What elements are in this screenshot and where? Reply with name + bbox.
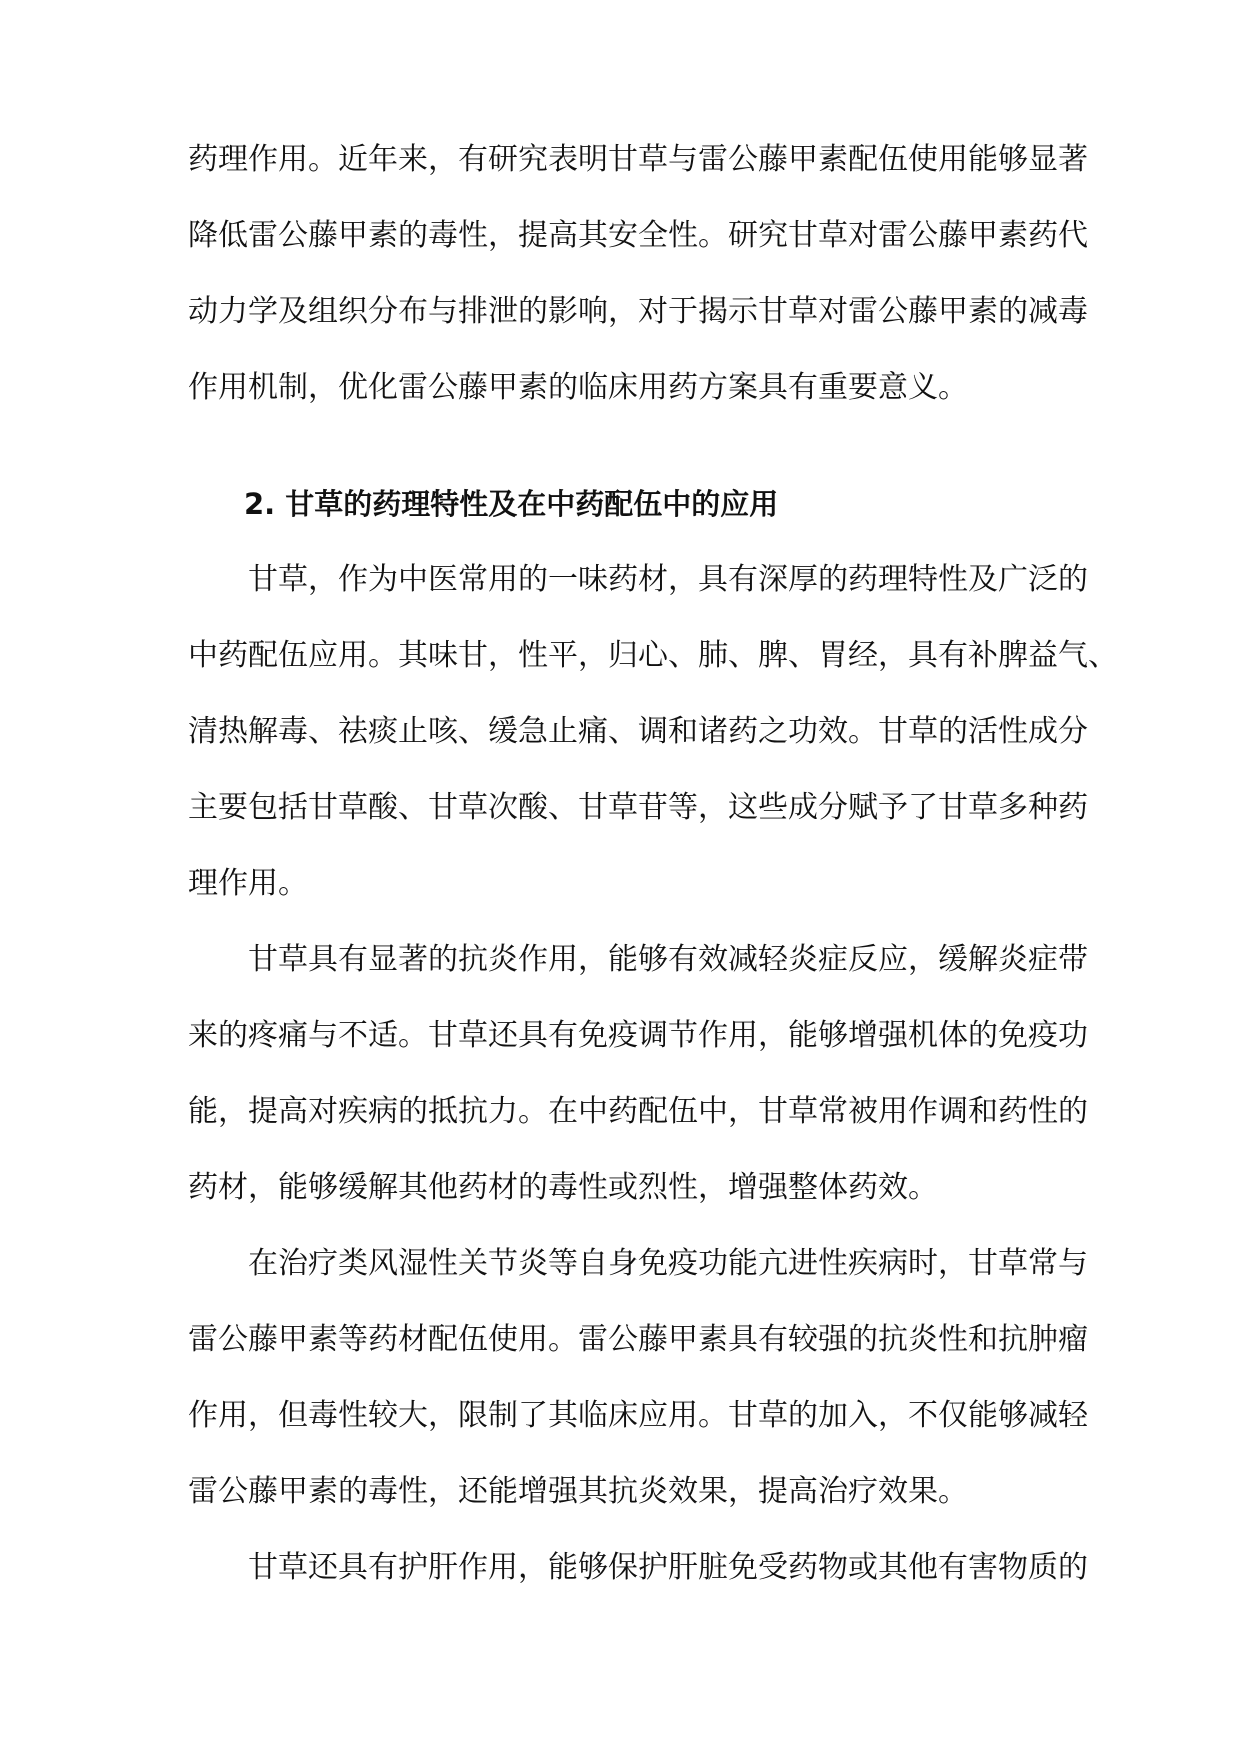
paragraph-4 [188,1530,1088,1606]
paragraph-line: 来的疼痛与不适。甘草还具有免疫调节作用，能够增强机体的免疫功 [188,1018,1088,1053]
paragraph-line: 在治疗类风湿性关节炎等自身免疫功能亢进性疾病时，甘草常与 [248,1246,1088,1281]
paragraph-line: 中药配伍应用。其味甘，性平，归心、肺、脾、胃经，具有补脾益气、 [188,638,1118,673]
paragraph-line: 雷公藤甲素的毒性，还能增强其抗炎效果，提高治疗效果。 [188,1474,968,1509]
paragraph-line: 动力学及组织分布与排泄的影响，对于揭示甘草对雷公藤甲素的减毒 [188,294,1088,329]
paragraph-line: 作用，但毒性较大，限制了其临床应用。甘草的加入，不仅能够减轻 [188,1398,1088,1433]
paragraph-intro [188,122,1088,426]
paragraph-3 [188,1226,1088,1530]
paragraph-line: 清热解毒、祛痰止咳、缓急止痛、调和诸药之功效。甘草的活性成分 [188,714,1088,749]
paragraph-line: 甘草，作为中医常用的一味药材，具有深厚的药理特性及广泛的 [248,562,1088,597]
section-heading: 2. 甘草的药理特性及在中药配伍中的应用 [244,487,779,521]
paragraph-line: 药材，能够缓解其他药材的毒性或烈性，增强整体药效。 [188,1170,938,1205]
paragraph-line: 理作用。 [188,866,308,901]
paragraph-line: 主要包括甘草酸、甘草次酸、甘草苷等，这些成分赋予了甘草多种药 [188,790,1088,825]
paragraph-line: 甘草还具有护肝作用，能够保护肝脏免受药物或其他有害物质的 [248,1550,1088,1585]
paragraph-2 [188,922,1088,1226]
section-heading-block [188,466,1050,542]
paragraph-line: 甘草具有显著的抗炎作用，能够有效减轻炎症反应，缓解炎症带 [248,942,1088,977]
paragraph-line: 药理作用。近年来，有研究表明甘草与雷公藤甲素配伍使用能够显著 [188,142,1088,177]
paragraph-1 [188,542,1118,922]
paragraph-line: 降低雷公藤甲素的毒性，提高其安全性。研究甘草对雷公藤甲素药代 [188,218,1088,253]
paragraph-line: 雷公藤甲素等药材配伍使用。雷公藤甲素具有较强的抗炎性和抗肿瘤 [188,1322,1088,1357]
paragraph-line: 作用机制，优化雷公藤甲素的临床用药方案具有重要意义。 [188,370,968,405]
paragraph-line: 能，提高对疾病的抵抗力。在中药配伍中，甘草常被用作调和药性的 [188,1094,1088,1129]
